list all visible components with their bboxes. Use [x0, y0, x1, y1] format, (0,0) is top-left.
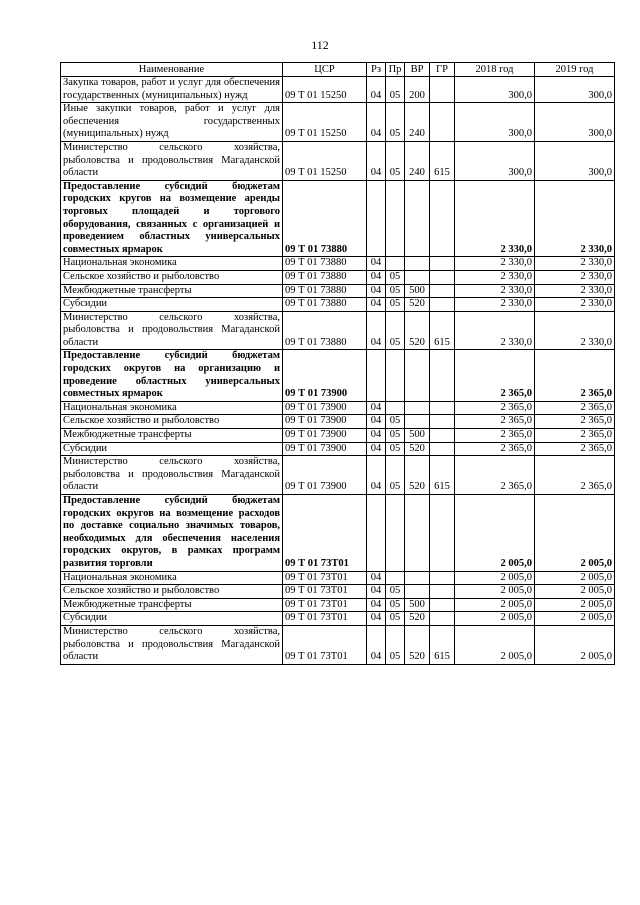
cell-name: Межбюджетные трансферты — [61, 284, 283, 298]
cell-year-2019: 2 330,0 — [535, 311, 615, 350]
cell-year-2019: 300,0 — [535, 141, 615, 180]
cell-rz: 04 — [367, 77, 386, 103]
page-number: 112 — [311, 38, 329, 52]
cell-vr: 520 — [405, 456, 430, 495]
table-row — [61, 257, 615, 271]
cell-gr: 615 — [430, 456, 455, 495]
cell-gr — [430, 415, 455, 429]
cell-csr: 09 Т 01 15250 — [283, 141, 367, 180]
cell-rz: 04 — [367, 401, 386, 415]
cell-pr: 05 — [386, 141, 405, 180]
cell-year-2019: 300,0 — [535, 103, 615, 142]
cell-year-2018: 2 005,0 — [455, 625, 535, 664]
cell-name: Сельское хозяйство и рыболовство — [61, 270, 283, 284]
cell-vr: 500 — [405, 429, 430, 443]
cell-year-2018: 2 365,0 — [455, 415, 535, 429]
cell-name: Предоставление субсидий бюджетам городских округов на организацию и проведение областных универсальных совместных ярмарок — [61, 350, 283, 401]
header-pr: Пр — [386, 63, 405, 77]
cell-pr: 05 — [386, 442, 405, 456]
cell-year-2019: 2 330,0 — [535, 180, 615, 257]
table-row — [61, 270, 615, 284]
cell-csr: 09 Т 01 73Т01 — [283, 598, 367, 612]
table-row — [61, 571, 615, 585]
cell-name: Сельское хозяйство и рыболовство — [61, 585, 283, 599]
table-row — [61, 442, 615, 456]
table-row — [61, 598, 615, 612]
cell-name: Межбюджетные трансферты — [61, 429, 283, 443]
cell-rz: 04 — [367, 429, 386, 443]
cell-year-2019: 2 365,0 — [535, 429, 615, 443]
cell-gr — [430, 442, 455, 456]
cell-csr: 09 Т 01 73Т01 — [283, 571, 367, 585]
cell-vr — [405, 180, 430, 257]
cell-csr: 09 Т 01 73880 — [283, 311, 367, 350]
table-body — [61, 77, 615, 665]
cell-year-2019: 2 005,0 — [535, 571, 615, 585]
table-row — [61, 585, 615, 599]
table-row — [61, 77, 615, 103]
cell-year-2018: 300,0 — [455, 77, 535, 103]
cell-year-2018: 2 330,0 — [455, 298, 535, 312]
cell-csr: 09 Т 01 73Т01 — [283, 625, 367, 664]
cell-year-2018: 2 330,0 — [455, 180, 535, 257]
cell-year-2019: 2 330,0 — [535, 298, 615, 312]
table-row — [61, 495, 615, 572]
cell-csr: 09 Т 01 73Т01 — [283, 495, 367, 572]
cell-gr — [430, 270, 455, 284]
cell-vr — [405, 257, 430, 271]
cell-pr: 05 — [386, 598, 405, 612]
cell-gr — [430, 612, 455, 626]
table-row — [61, 415, 615, 429]
cell-gr — [430, 598, 455, 612]
cell-vr: 500 — [405, 598, 430, 612]
cell-name: Национальная экономика — [61, 401, 283, 415]
cell-rz — [367, 350, 386, 401]
cell-csr: 09 Т 01 15250 — [283, 77, 367, 103]
cell-year-2018: 2 365,0 — [455, 456, 535, 495]
cell-csr: 09 Т 01 73900 — [283, 401, 367, 415]
table-row — [61, 103, 615, 142]
cell-rz: 04 — [367, 257, 386, 271]
cell-year-2018: 2 005,0 — [455, 598, 535, 612]
cell-year-2018: 2 005,0 — [455, 495, 535, 572]
cell-csr: 09 Т 01 73880 — [283, 257, 367, 271]
cell-vr: 520 — [405, 625, 430, 664]
cell-pr: 05 — [386, 77, 405, 103]
cell-vr: 500 — [405, 284, 430, 298]
cell-pr: 05 — [386, 415, 405, 429]
cell-pr — [386, 495, 405, 572]
cell-pr: 05 — [386, 103, 405, 142]
cell-csr: 09 Т 01 73880 — [283, 270, 367, 284]
cell-csr: 09 Т 01 73900 — [283, 429, 367, 443]
cell-pr: 05 — [386, 585, 405, 599]
cell-csr: 09 Т 01 15250 — [283, 103, 367, 142]
cell-rz: 04 — [367, 415, 386, 429]
cell-gr — [430, 77, 455, 103]
cell-name: Министерство сельского хозяйства, рыболовства и продовольствия Магаданской области — [61, 625, 283, 664]
cell-vr — [405, 585, 430, 599]
cell-pr: 05 — [386, 270, 405, 284]
cell-year-2018: 2 330,0 — [455, 270, 535, 284]
table-row — [61, 284, 615, 298]
cell-rz: 04 — [367, 298, 386, 312]
cell-gr: 615 — [430, 311, 455, 350]
cell-csr: 09 Т 01 73900 — [283, 415, 367, 429]
cell-year-2019: 2 330,0 — [535, 270, 615, 284]
cell-pr — [386, 401, 405, 415]
cell-name: Предоставление субсидий бюджетам городских округов на возмещение расходов по доставке социально значимых товаров, необходимых для обеспечения населения городских округов, в рамках программ развития торговли — [61, 495, 283, 572]
cell-year-2019: 2 005,0 — [535, 598, 615, 612]
cell-year-2019: 300,0 — [535, 77, 615, 103]
cell-name: Субсидии — [61, 442, 283, 456]
cell-vr: 520 — [405, 298, 430, 312]
cell-gr — [430, 495, 455, 572]
cell-vr: 520 — [405, 612, 430, 626]
cell-csr: 09 Т 01 73Т01 — [283, 585, 367, 599]
header-name: Наименование — [61, 63, 283, 77]
cell-year-2018: 2 005,0 — [455, 585, 535, 599]
cell-year-2018: 2 365,0 — [455, 429, 535, 443]
cell-name: Сельское хозяйство и рыболовство — [61, 415, 283, 429]
cell-year-2018: 300,0 — [455, 103, 535, 142]
cell-year-2018: 300,0 — [455, 141, 535, 180]
table-row — [61, 401, 615, 415]
cell-year-2019: 2 365,0 — [535, 456, 615, 495]
header-rz: Рз — [367, 63, 386, 77]
cell-pr: 05 — [386, 298, 405, 312]
table-row — [61, 456, 615, 495]
cell-year-2018: 2 330,0 — [455, 257, 535, 271]
cell-gr — [430, 298, 455, 312]
table-row — [61, 612, 615, 626]
cell-gr — [430, 103, 455, 142]
cell-gr — [430, 429, 455, 443]
cell-name: Национальная экономика — [61, 257, 283, 271]
cell-name: Закупка товаров, работ и услуг для обеспечения государственных (муниципальных) нужд — [61, 77, 283, 103]
cell-year-2018: 2 365,0 — [455, 401, 535, 415]
cell-pr — [386, 180, 405, 257]
header-year-2018: 2018 год — [455, 63, 535, 77]
cell-year-2018: 2 365,0 — [455, 350, 535, 401]
cell-name: Национальная экономика — [61, 571, 283, 585]
cell-rz: 04 — [367, 456, 386, 495]
cell-rz — [367, 495, 386, 572]
table-row — [61, 298, 615, 312]
table-row — [61, 429, 615, 443]
table-row — [61, 180, 615, 257]
cell-gr — [430, 585, 455, 599]
cell-gr — [430, 180, 455, 257]
cell-rz: 04 — [367, 612, 386, 626]
cell-pr: 05 — [386, 612, 405, 626]
header-vr: ВР — [405, 63, 430, 77]
cell-year-2019: 2 005,0 — [535, 585, 615, 599]
cell-rz: 04 — [367, 284, 386, 298]
table-row — [61, 350, 615, 401]
budget-table — [60, 62, 615, 665]
cell-rz: 04 — [367, 270, 386, 284]
cell-name: Предоставление субсидий бюджетам городских кругов на возмещение аренды торговых площадей и торгового оборудования, связанных с организацией и проведением областных универсальных совместных ярмарок — [61, 180, 283, 257]
cell-csr: 09 Т 01 73900 — [283, 350, 367, 401]
cell-pr: 05 — [386, 311, 405, 350]
cell-year-2019: 2 365,0 — [535, 350, 615, 401]
cell-year-2019: 2 365,0 — [535, 401, 615, 415]
cell-vr — [405, 401, 430, 415]
cell-gr: 615 — [430, 625, 455, 664]
cell-year-2018: 2 330,0 — [455, 311, 535, 350]
cell-vr: 240 — [405, 103, 430, 142]
table-row — [61, 311, 615, 350]
cell-pr: 05 — [386, 284, 405, 298]
cell-pr: 05 — [386, 429, 405, 443]
cell-gr — [430, 257, 455, 271]
cell-year-2019: 2 365,0 — [535, 415, 615, 429]
cell-gr — [430, 350, 455, 401]
cell-vr: 200 — [405, 77, 430, 103]
cell-pr — [386, 257, 405, 271]
cell-name: Субсидии — [61, 298, 283, 312]
cell-year-2019: 2 330,0 — [535, 284, 615, 298]
cell-year-2019: 2 365,0 — [535, 442, 615, 456]
cell-rz — [367, 180, 386, 257]
cell-year-2018: 2 005,0 — [455, 571, 535, 585]
cell-rz: 04 — [367, 625, 386, 664]
cell-gr — [430, 401, 455, 415]
cell-csr: 09 Т 01 73880 — [283, 180, 367, 257]
cell-name: Министерство сельского хозяйства, рыболовства и продовольствия Магаданской области — [61, 311, 283, 350]
cell-rz: 04 — [367, 103, 386, 142]
cell-rz: 04 — [367, 585, 386, 599]
cell-rz: 04 — [367, 141, 386, 180]
cell-vr: 520 — [405, 442, 430, 456]
cell-rz: 04 — [367, 571, 386, 585]
table-row — [61, 625, 615, 664]
cell-year-2019: 2 005,0 — [535, 625, 615, 664]
cell-gr — [430, 284, 455, 298]
cell-pr: 05 — [386, 625, 405, 664]
table-header-row — [61, 63, 615, 77]
header-gr: ГР — [430, 63, 455, 77]
cell-vr — [405, 415, 430, 429]
cell-rz: 04 — [367, 442, 386, 456]
cell-pr — [386, 571, 405, 585]
cell-csr: 09 Т 01 73880 — [283, 284, 367, 298]
cell-rz: 04 — [367, 311, 386, 350]
cell-vr — [405, 495, 430, 572]
cell-year-2019: 2 005,0 — [535, 495, 615, 572]
cell-year-2018: 2 005,0 — [455, 612, 535, 626]
cell-csr: 09 Т 01 73Т01 — [283, 612, 367, 626]
cell-csr: 09 Т 01 73900 — [283, 442, 367, 456]
header-csr: ЦСР — [283, 63, 367, 77]
cell-gr — [430, 571, 455, 585]
cell-name: Иные закупки товаров, работ и услуг для обеспечения государственных (муниципальных) нужд — [61, 103, 283, 142]
cell-year-2019: 2 005,0 — [535, 612, 615, 626]
cell-year-2019: 2 330,0 — [535, 257, 615, 271]
cell-pr — [386, 350, 405, 401]
table-row — [61, 141, 615, 180]
cell-vr — [405, 571, 430, 585]
cell-csr: 09 Т 01 73900 — [283, 456, 367, 495]
cell-gr: 615 — [430, 141, 455, 180]
cell-name: Министерство сельского хозяйства, рыболовства и продовольствия Магаданской области — [61, 141, 283, 180]
cell-name: Субсидии — [61, 612, 283, 626]
cell-name: Межбюджетные трансферты — [61, 598, 283, 612]
header-year-2019: 2019 год — [535, 63, 615, 77]
cell-year-2018: 2 365,0 — [455, 442, 535, 456]
cell-vr: 520 — [405, 311, 430, 350]
cell-pr: 05 — [386, 456, 405, 495]
cell-rz: 04 — [367, 598, 386, 612]
cell-vr: 240 — [405, 141, 430, 180]
cell-name: Министерство сельского хозяйства, рыболовства и продовольствия Магаданской области — [61, 456, 283, 495]
cell-vr — [405, 270, 430, 284]
cell-year-2018: 2 330,0 — [455, 284, 535, 298]
cell-vr — [405, 350, 430, 401]
cell-csr: 09 Т 01 73880 — [283, 298, 367, 312]
